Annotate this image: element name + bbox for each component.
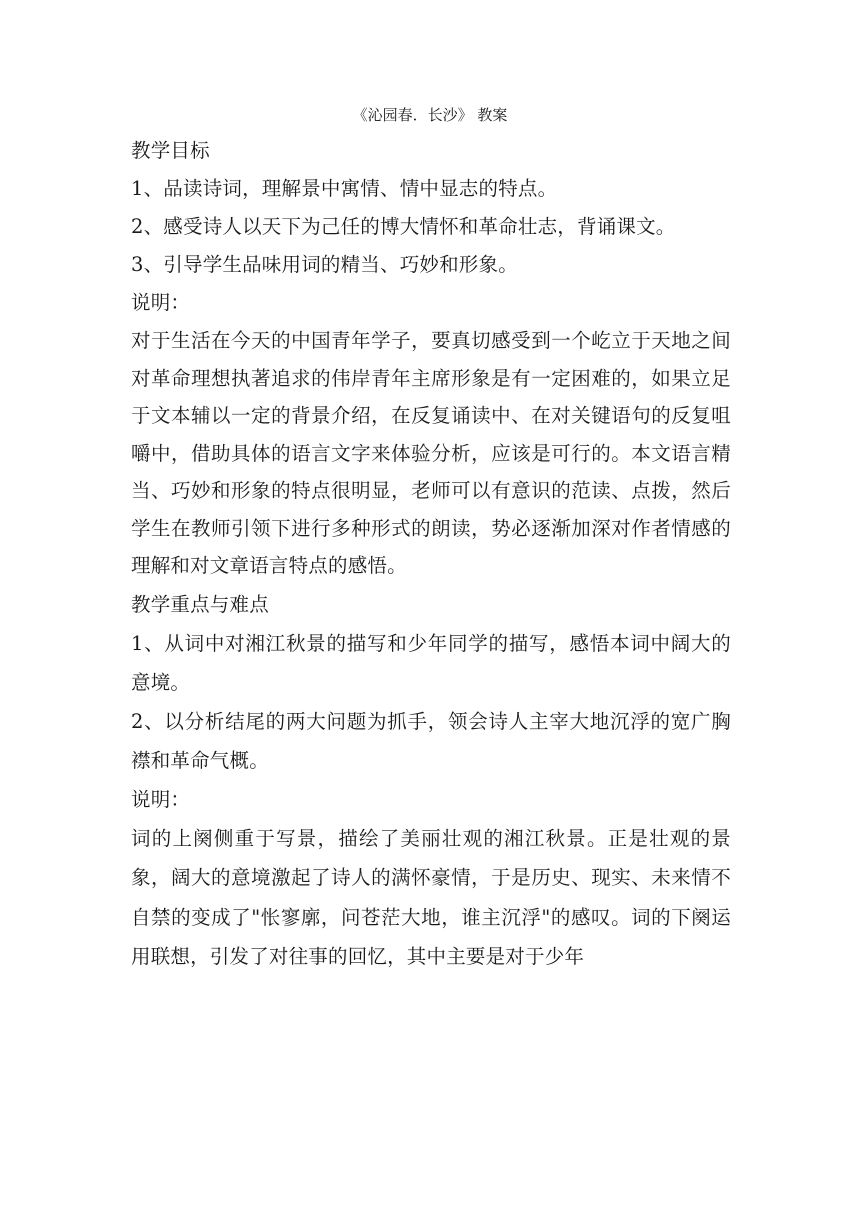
key-point-item: 2、以分析结尾的两大问题为抓手，领会诗人主宰大地沉浮的宽广胸襟和革命气概。 [131,709,731,772]
document-body [131,132,731,977]
section-heading-teaching-goals: 教学目标 [131,139,210,162]
note-label: 说明： [131,787,191,811]
document-title: 《沁园春．长沙》 教案 [352,106,508,124]
note-paragraph: 词的上阕侧重于写景，描绘了美丽壮观的湘江秋景。正是壮观的景象，阔大的意境激起了诗人的满怀豪情，于是历史、现实、未来情不自禁的变成了"怅寥廓，问苍茫大地，谁主沉浮"的感叹。词的下阕运用联想，引发了对往事的回忆，其中主要是对于少年 [131,826,731,968]
note-label: 说明： [131,291,191,314]
goal-item: 1、品读诗词，理解景中寓情、情中显志的特点。 [131,177,558,200]
section-heading-key-points: 教学重点与难点 [131,592,269,616]
note-paragraph: 对于生活在今天的中国青年学子，要真切感受到一个屹立于天地之间对革命理想执著追求的伟岸青年主席形象是有一定困难的，如果立足于文本辅以一定的背景介绍，在反复诵读中、在对关键语句的反复咀嚼中，借助具体的语言文字来体验分析，应该是可行的。本文语言精当、巧妙和形象的特点很明显，老师可以有意识的范读、点拨，然后学生在教师引领下进行多种形式的朗读，势必逐渐加深对作者情感的理解和对文章语言特点的感悟。 [131,329,731,577]
goal-item: 3、引导学生品味用词的精当、巧妙和形象。 [131,253,518,276]
key-point-item: 1、从词中对湘江秋景的描写和少年同学的描写，感悟本词中阔大的意境。 [131,631,731,694]
goal-item: 2、感受诗人以天下为己任的博大情怀和革命壮志，背诵课文。 [131,215,676,238]
